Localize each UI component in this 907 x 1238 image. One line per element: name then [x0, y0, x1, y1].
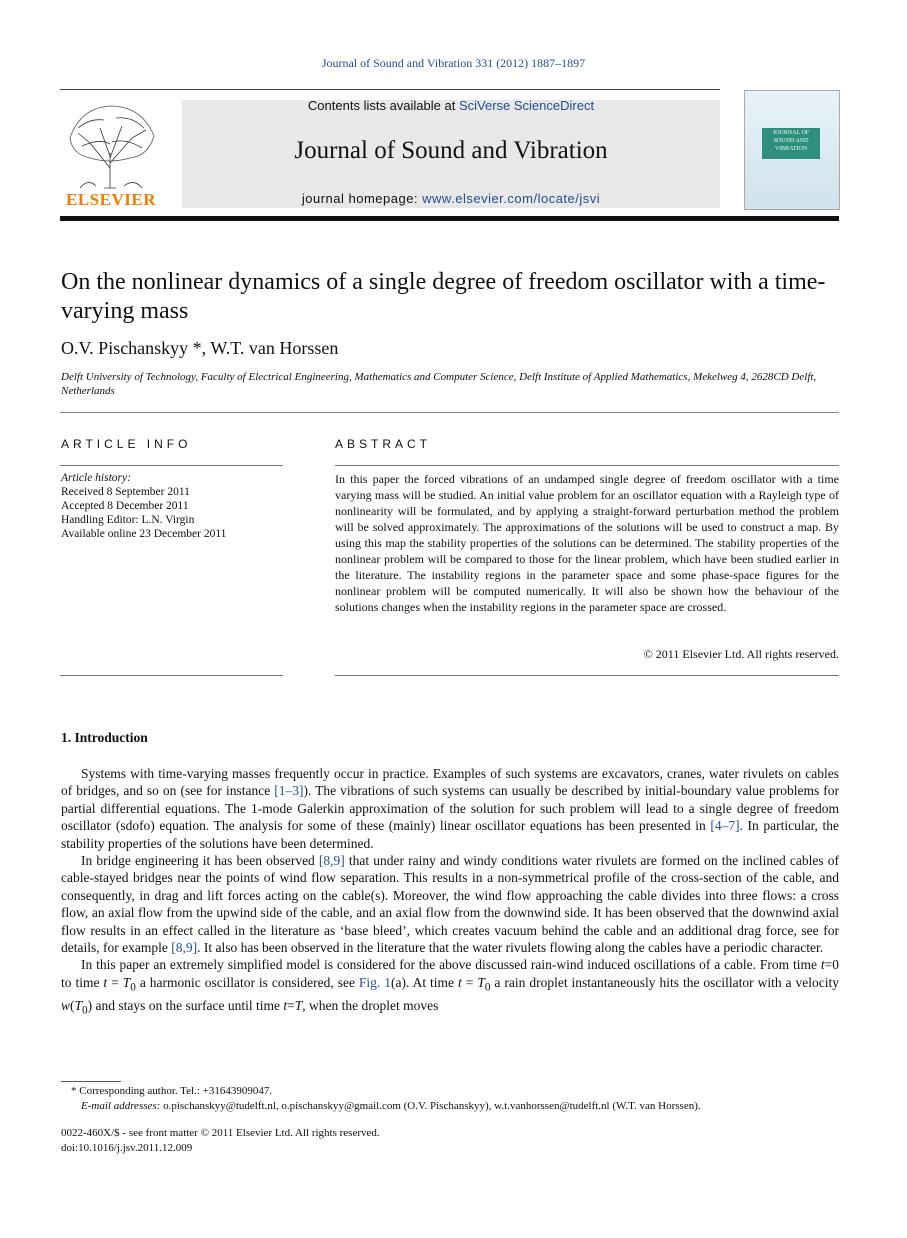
citation-link[interactable]: [1–3]	[274, 783, 304, 799]
elsevier-wordmark: ELSEVIER	[66, 190, 156, 209]
abstract-heading: ABSTRACT	[335, 437, 432, 451]
math-inline: t	[283, 997, 288, 1013]
text-run: In this paper an extremely simplified model is considered for the above discussed rain-wind induced oscillations of a cable. From time	[81, 957, 821, 973]
math-inline: t	[458, 974, 462, 990]
text-run: ). The vibrations of such systems can usually be described by initial-boundary value problems for partial differential equations. The 1-mode Galerkin approximation of the solution for such problem will lead to a single degree of freedom oscillator (sdofo) equation. The analysis for some of these (mainly) linear oscillator equations has been presented in	[61, 783, 839, 834]
footnote-rule	[61, 1081, 121, 1082]
homepage-line	[182, 191, 720, 206]
article-history	[61, 471, 226, 541]
online-date: Available online 23 December 2011	[61, 528, 227, 540]
text-run: to time	[61, 974, 104, 990]
text-run: Systems with time-varying masses frequently occur in practice. Examples of such systems are excavators, cranes, water rivulets on cables of bridges, and so on (see for instance	[61, 766, 839, 799]
issn-line: 0022-460X/$ - see front matter © 2011 Elsevier Ltd. All rights reserved.	[61, 1127, 380, 1139]
math-inline: w	[61, 997, 71, 1013]
sciencedirect-link[interactable]: SciVerse ScienceDirect	[458, 98, 595, 113]
article-info-bottom-rule	[60, 675, 283, 676]
header-rule	[60, 89, 720, 90]
contents-prefix: Contents lists available at	[307, 98, 459, 113]
abstract-text: In this paper the forced vibrations of an undamped single degree of freedom oscillator with a time varying mass will be studied. An initial value problem for an oscillator equation with a Rayleigh type of nonlinearity will be formulated, and by applying a straight-forward perturbation method the problem will be solved approximately. The approximations of the solutions will be used to construct a map. By using this map the stability properties of the solutions can be determined. The stability properties of the nonlinear problem will be compared to those for the linear problem, which have been studied earlier in the literature. The instability regions in the parameter space and some phase-space figures for the nonlinear problem will be computed numerically. It will also be shown how the behaviour of the solutions changes when the instability regions in the parameter space are crossed.	[335, 472, 839, 614]
text-run: that under rainy and windy conditions water rivulets are formed on the inclined cables of cable-stayed bridges near the points of wind flow separation. This results in a non-symmetrical profile of the cross-section of the cable, and consequently, in drag and lift forces acting on the cable(s). Moreover, the wind flow approaching the cable divides into three flows: a cross flow, an axial flow from the upwind side of the cable, and an axial flow from the downwind side. It has been observed that the downwind axial flow results in an effect called in the literature as ‘base bleed’, which creates vacuum behind the cable and an additional drag force, see for details, for example	[61, 853, 839, 956]
article-info-heading: ARTICLE INFO	[61, 437, 192, 451]
text-run: and stays on the surface until time	[92, 997, 284, 1013]
paragraph	[61, 765, 839, 852]
section-heading: 1. Introduction	[61, 730, 148, 745]
text-run: , when the droplet moves	[302, 997, 439, 1013]
journal-citation[interactable]: Journal of Sound and Vibration 331 (2012) 1887–1897	[321, 56, 586, 70]
text-run: (a). At time	[391, 974, 459, 990]
abstract-bottom-rule	[335, 675, 839, 676]
citation-link[interactable]: [8,9]	[171, 940, 198, 956]
math-inline: t	[103, 974, 108, 990]
author-affiliation: Delft University of Technology, Faculty of Electrical Engineering, Mathematics and Computer Science, Delft Institute of Applied Mathematics, Mekelweg 4, 2628CD Delft, Netherlands	[61, 371, 817, 397]
affiliation-rule	[60, 412, 839, 413]
article-authors[interactable]: O.V. Pischanskyy *, W.T. van Horssen	[61, 338, 339, 358]
text-run: . In particular, the stability properties of the solutions have been determined.	[61, 818, 839, 851]
email-addresses[interactable]: o.pischanskyy@tudelft.nl, o.pischanskyy@gmail.com (O.V. Pischanskyy), w.t.vanhorssen@tudelft.nl (W.T. van Horssen).	[160, 1100, 701, 1112]
article-title: On the nonlinear dynamics of a single degree of freedom oscillator with a time-varying mass	[61, 269, 826, 324]
paragraph: In this paper an extremely simplified model is considered for the above discussed rain-wind induced oscillations of a cable. From time t=0 to time $t = T_0$ a harmonic oscillator is considered, see Fig. 1(a). At time $t = T_0$ a rain droplet instantaneously hits the oscillator with a velocity $w(T_0)$ and stays on the surface until time t=T, when the droplet moves	[61, 957, 839, 1017]
abstract-rule	[335, 465, 839, 466]
publication-info	[61, 1126, 380, 1156]
homepage-prefix: journal homepage:	[301, 191, 423, 206]
paragraph	[61, 852, 839, 956]
text-run: a harmonic oscillator is considered, see	[135, 974, 359, 990]
header-thick-rule	[60, 216, 839, 221]
math-inline: t	[820, 957, 825, 973]
email-note	[61, 1099, 839, 1114]
text-run: . It also has been observed in the literature that the water rivulets flowing along the cables have a periodic character.	[197, 940, 824, 956]
received-date: Received 8 September 2011	[61, 486, 190, 498]
history-label: Article history:	[61, 472, 131, 484]
introduction-body	[61, 765, 839, 1020]
doi-line[interactable]: doi:10.1016/j.jsv.2011.12.009	[61, 1142, 193, 1154]
handling-editor: Handling Editor: L.N. Virgin	[61, 514, 195, 526]
article-info-rule	[60, 465, 283, 466]
accepted-date: Accepted 8 December 2011	[61, 500, 189, 512]
citation-link[interactable]: [8,9]	[318, 853, 345, 869]
homepage-link[interactable]: www.elsevier.com/locate/jsvi	[422, 191, 601, 206]
text-run: In bridge engineering it has been observed	[81, 853, 319, 869]
footnotes	[61, 1084, 839, 1114]
citation-link[interactable]: [4–7]	[710, 818, 740, 834]
email-label: E-mail addresses:	[81, 1100, 161, 1112]
figure-link[interactable]: Fig. 1	[358, 974, 392, 990]
text-run: a rain droplet instantaneously hits the oscillator with a velocity	[490, 974, 839, 990]
contents-line	[182, 98, 720, 113]
abstract-copyright: © 2011 Elsevier Ltd. All rights reserved.	[643, 647, 839, 661]
journal-name: Journal of Sound and Vibration	[294, 137, 608, 164]
corresponding-author-note: * Corresponding author. Tel.: +31643909047.	[71, 1085, 273, 1097]
cover-title-box: JOURNAL OF SOUND AND VIBRATION	[762, 128, 820, 159]
